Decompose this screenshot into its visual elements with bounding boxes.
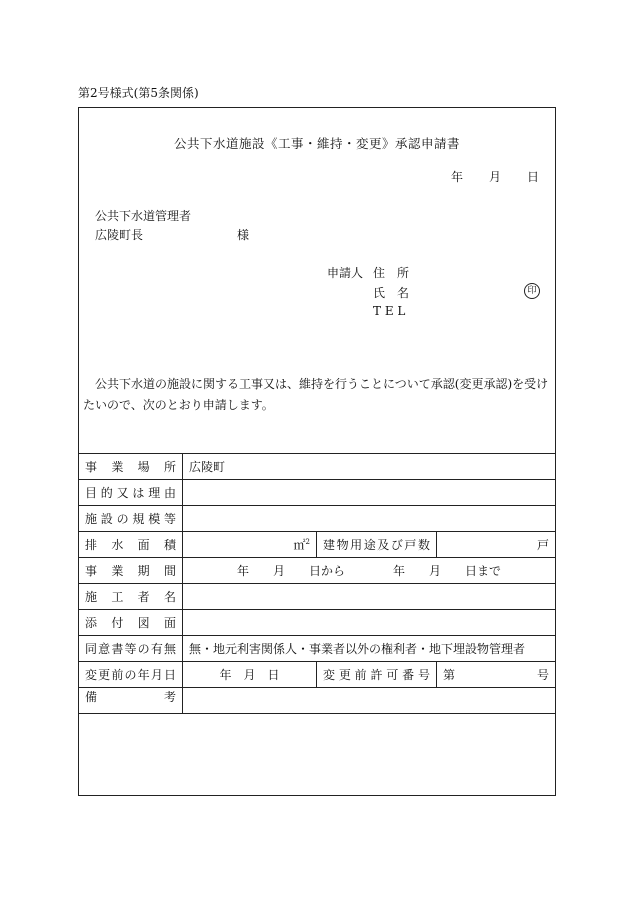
business-period-value[interactable]: 年 月 日から 年 月 日まで [183, 558, 556, 584]
drainage-area-value[interactable] [183, 532, 317, 558]
date-line [451, 168, 539, 185]
consent-label: 同意書等の有無 [79, 636, 183, 662]
previous-permit-value[interactable] [437, 662, 556, 688]
facility-scale-label: 施設の規模等 [79, 506, 183, 532]
previous-date-value[interactable]: 年 月 日 [183, 662, 317, 688]
facility-scale-value[interactable] [183, 506, 556, 532]
application-form [78, 107, 556, 796]
table-row [79, 610, 556, 636]
attached-drawings-label: 添付図面 [79, 610, 183, 636]
contractor-value[interactable] [183, 584, 556, 610]
table-row [79, 636, 556, 662]
date-month: 月 [488, 170, 501, 184]
application-table [78, 453, 556, 714]
consent-value[interactable]: 無・地元利害関係人・事業者以外の権利者・地下埋設物管理者 [183, 636, 556, 662]
attached-drawings-value[interactable] [183, 610, 556, 636]
table-row [79, 584, 556, 610]
remarks-label: 備考 [79, 688, 183, 714]
honorific: 様 [237, 228, 250, 242]
area-unit: ㎡ [293, 538, 306, 552]
business-period-label: 事業期間 [79, 558, 183, 584]
applicant-tel-label: T E L [373, 304, 406, 318]
permit-go: 号 [536, 668, 549, 682]
previous-date-label: 変更前の年月日 [79, 662, 183, 688]
previous-permit-label: 変更前許可番号 [317, 662, 437, 688]
household-count-value[interactable] [437, 532, 556, 558]
building-use-label: 建物用途及び戸数 [317, 532, 437, 558]
remarks-value[interactable] [183, 688, 556, 714]
addressee-mayor [95, 226, 250, 243]
table-row [79, 688, 556, 714]
table-row [79, 480, 556, 506]
applicant-label: 申請人 [327, 266, 364, 280]
permit-dai: 第 [443, 668, 456, 682]
applicant-address-label: 住 所 [373, 266, 410, 280]
business-location-value[interactable]: 広陵町 [183, 454, 556, 480]
table-row [79, 662, 556, 688]
addressee-mayor-label: 広陵町長 [95, 228, 144, 242]
addressee-manager: 公共下水道管理者 [95, 209, 192, 223]
area-unit-sup: 2 [305, 538, 310, 546]
applicant-block [327, 264, 410, 324]
seal-mark: 印 [524, 283, 540, 299]
household-unit: 戸 [536, 538, 549, 552]
business-location-label: 事業場所 [79, 454, 183, 480]
table-row [79, 558, 556, 584]
drainage-area-label: 排水面積 [79, 532, 183, 558]
purpose-value[interactable] [183, 480, 556, 506]
form-number: 第2号様式(第5条関係) [78, 86, 199, 100]
date-year: 年 [450, 170, 463, 184]
contractor-label: 施工者名 [79, 584, 183, 610]
table-row [79, 454, 556, 480]
purpose-label: 目的又は理由 [79, 480, 183, 506]
applicant-name-label: 氏 名 [373, 286, 410, 300]
table-row [79, 532, 556, 558]
date-day: 日 [526, 170, 539, 184]
request-statement: 公共下水道の施設に関する工事又は、維持を行うことについて承認(変更承認)を受けたいので、次のとおり申請します。 [83, 377, 549, 412]
form-title: 公共下水道施設《工事・維持・変更》承認申請書 [173, 136, 460, 151]
table-row [79, 506, 556, 532]
